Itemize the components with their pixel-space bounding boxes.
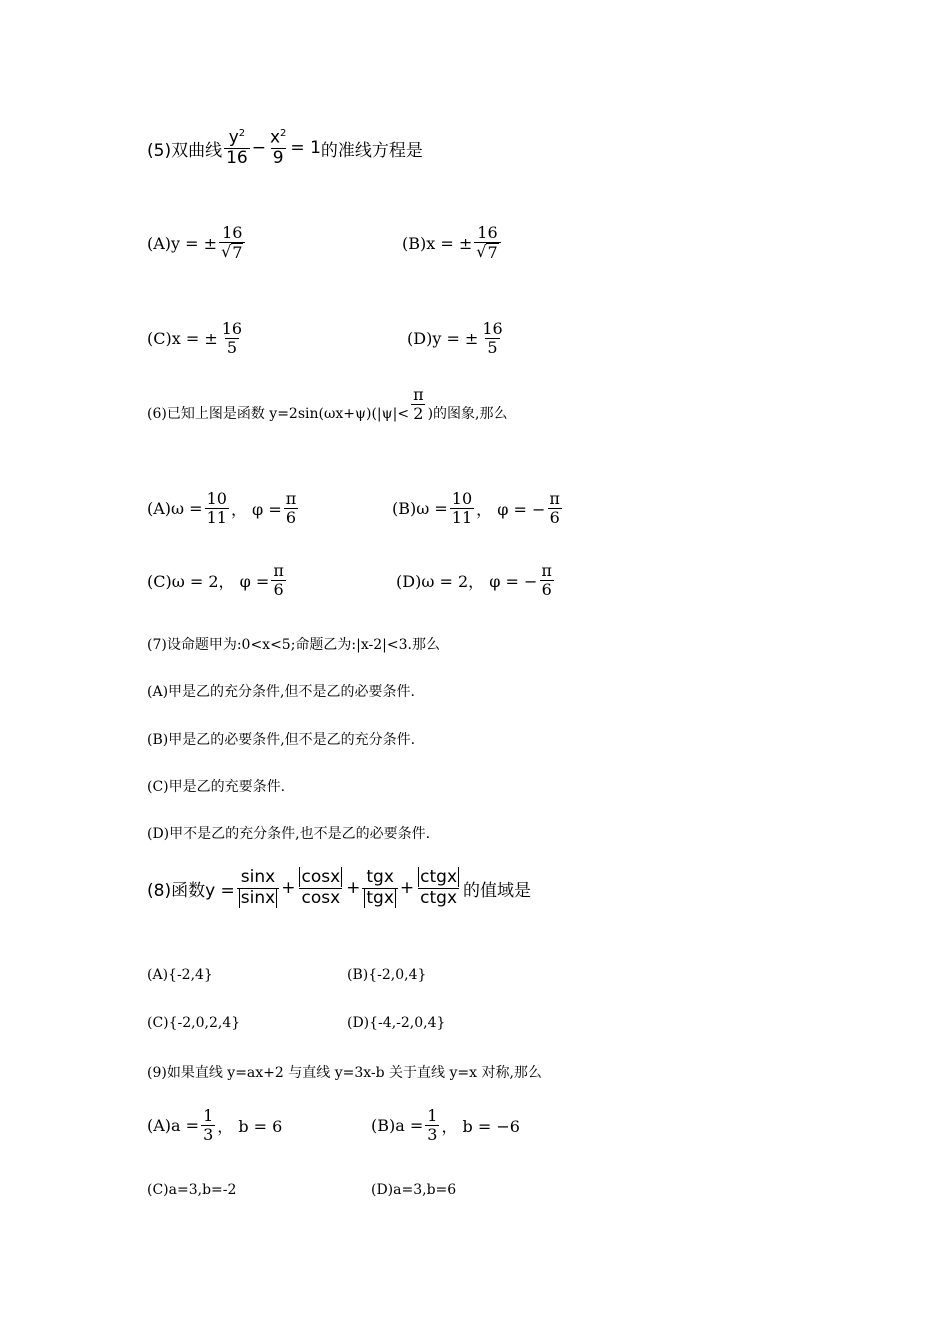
- q6-option-c: (C)ω = 2， φ = $\frac{\pi}{6}$: [147, 561, 284, 600]
- q9-option-c: (C)a=3,b=-2: [147, 1182, 237, 1198]
- q7-stem: (7)设命题甲为:0<x<5;命题乙为:|x-2|<3.那么: [147, 637, 440, 653]
- q9-option-b: (B)a = $\frac{1}{3}$ ， b = −6: [371, 1106, 520, 1145]
- q6-fraction-pi-2: $\frac{\pi}{2}$: [413, 385, 424, 424]
- q6-stem: [147, 385, 508, 432]
- q5-prefix: (5)双曲线: [147, 140, 223, 161]
- q9-option-d: (D)a=3,b=6: [371, 1182, 457, 1198]
- q8-prefix: (8)函数y =: [147, 880, 235, 901]
- q8-option-b: (B){-2,0,4}: [347, 967, 427, 983]
- q6-option-d: (D)ω = 2， φ = − $\frac{\pi}{6}$: [396, 561, 552, 600]
- q5-option-b: (B)x = ± 16 √ 7: [402, 224, 503, 263]
- q8-term-sin: $\frac{\sin x}{\sin x}$: [237, 868, 279, 908]
- q5-suffix: 的准线方程是: [320, 140, 423, 161]
- q8-term-ctg: $\frac{\text{ctgx}}{\text{ctgx}}$: [420, 867, 458, 908]
- q6-option-a: (A)ω = $\frac{10}{11}$ ， φ = $\frac{\pi}{6}$: [147, 489, 297, 528]
- q5-minus: −: [251, 138, 266, 159]
- q9-option-a: (A)a = $\frac{1}{3}$ ， b = 6: [147, 1106, 283, 1145]
- q5-fraction-y2-16: $\frac{y^2}{16}$: [226, 127, 248, 169]
- q5-option-a: (A)y = ± 16 √ 7: [147, 224, 247, 263]
- q9-stem: (9)如果直线 y=ax+2 与直线 y=3x-b 关于直线 y=x 对称,那么: [147, 1065, 542, 1081]
- q7-option-d: (D)甲不是乙的充分条件,也不是乙的必要条件.: [147, 826, 431, 842]
- q5-stem: [147, 128, 423, 169]
- q8-suffix: 的值域是: [463, 880, 532, 901]
- q6-text-before: (6)已知上图是函数 y=2sin(ωx+ψ)(|ψ|<: [147, 405, 410, 422]
- q8-option-c: (C){-2,0,2,4}: [147, 1015, 241, 1031]
- q6-option-b: (B)ω = $\frac{10}{11}$ ， φ = − $\frac{\pi}{6}$: [392, 489, 560, 528]
- q6-text-after: )的图象,那么: [427, 405, 508, 422]
- q5-option-d: (D)y = ± $\frac{16}{5}$: [407, 319, 503, 358]
- q8-option-d: (D){-4,-2,0,4}: [347, 1015, 446, 1031]
- q5-fraction-x2-9: $\frac{x^2}{9}$: [269, 127, 287, 169]
- q8-term-tg: $\frac{\text{tgx}}{\text{tgx}}$: [362, 868, 398, 908]
- q5-option-c: (C)x = ± $\frac{16}{5}$: [147, 319, 243, 358]
- q5-equals: = 1: [290, 138, 321, 159]
- q8-term-cos: $\frac{\cos x}{\cos x}$: [301, 867, 341, 908]
- q8-option-a: (A){-2,4}: [147, 967, 213, 983]
- q7-option-b: (B)甲是乙的必要条件,但不是乙的充分条件.: [147, 732, 416, 748]
- q8-stem: (8)函数y = $\frac{\sin x}{\sin x}$ + $\frac{\cos x}{\cos x}$ + $\frac{\text{tgx}}{\text{tgx}}$ + $\frac{\text{ctgx}}{\text{ctgx}}$ 的值域是: [147, 867, 532, 908]
- q7-option-c: (C)甲是乙的充要条件.: [147, 779, 286, 795]
- q7-option-a: (A)甲是乙的充分条件,但不是乙的必要条件.: [147, 684, 415, 700]
